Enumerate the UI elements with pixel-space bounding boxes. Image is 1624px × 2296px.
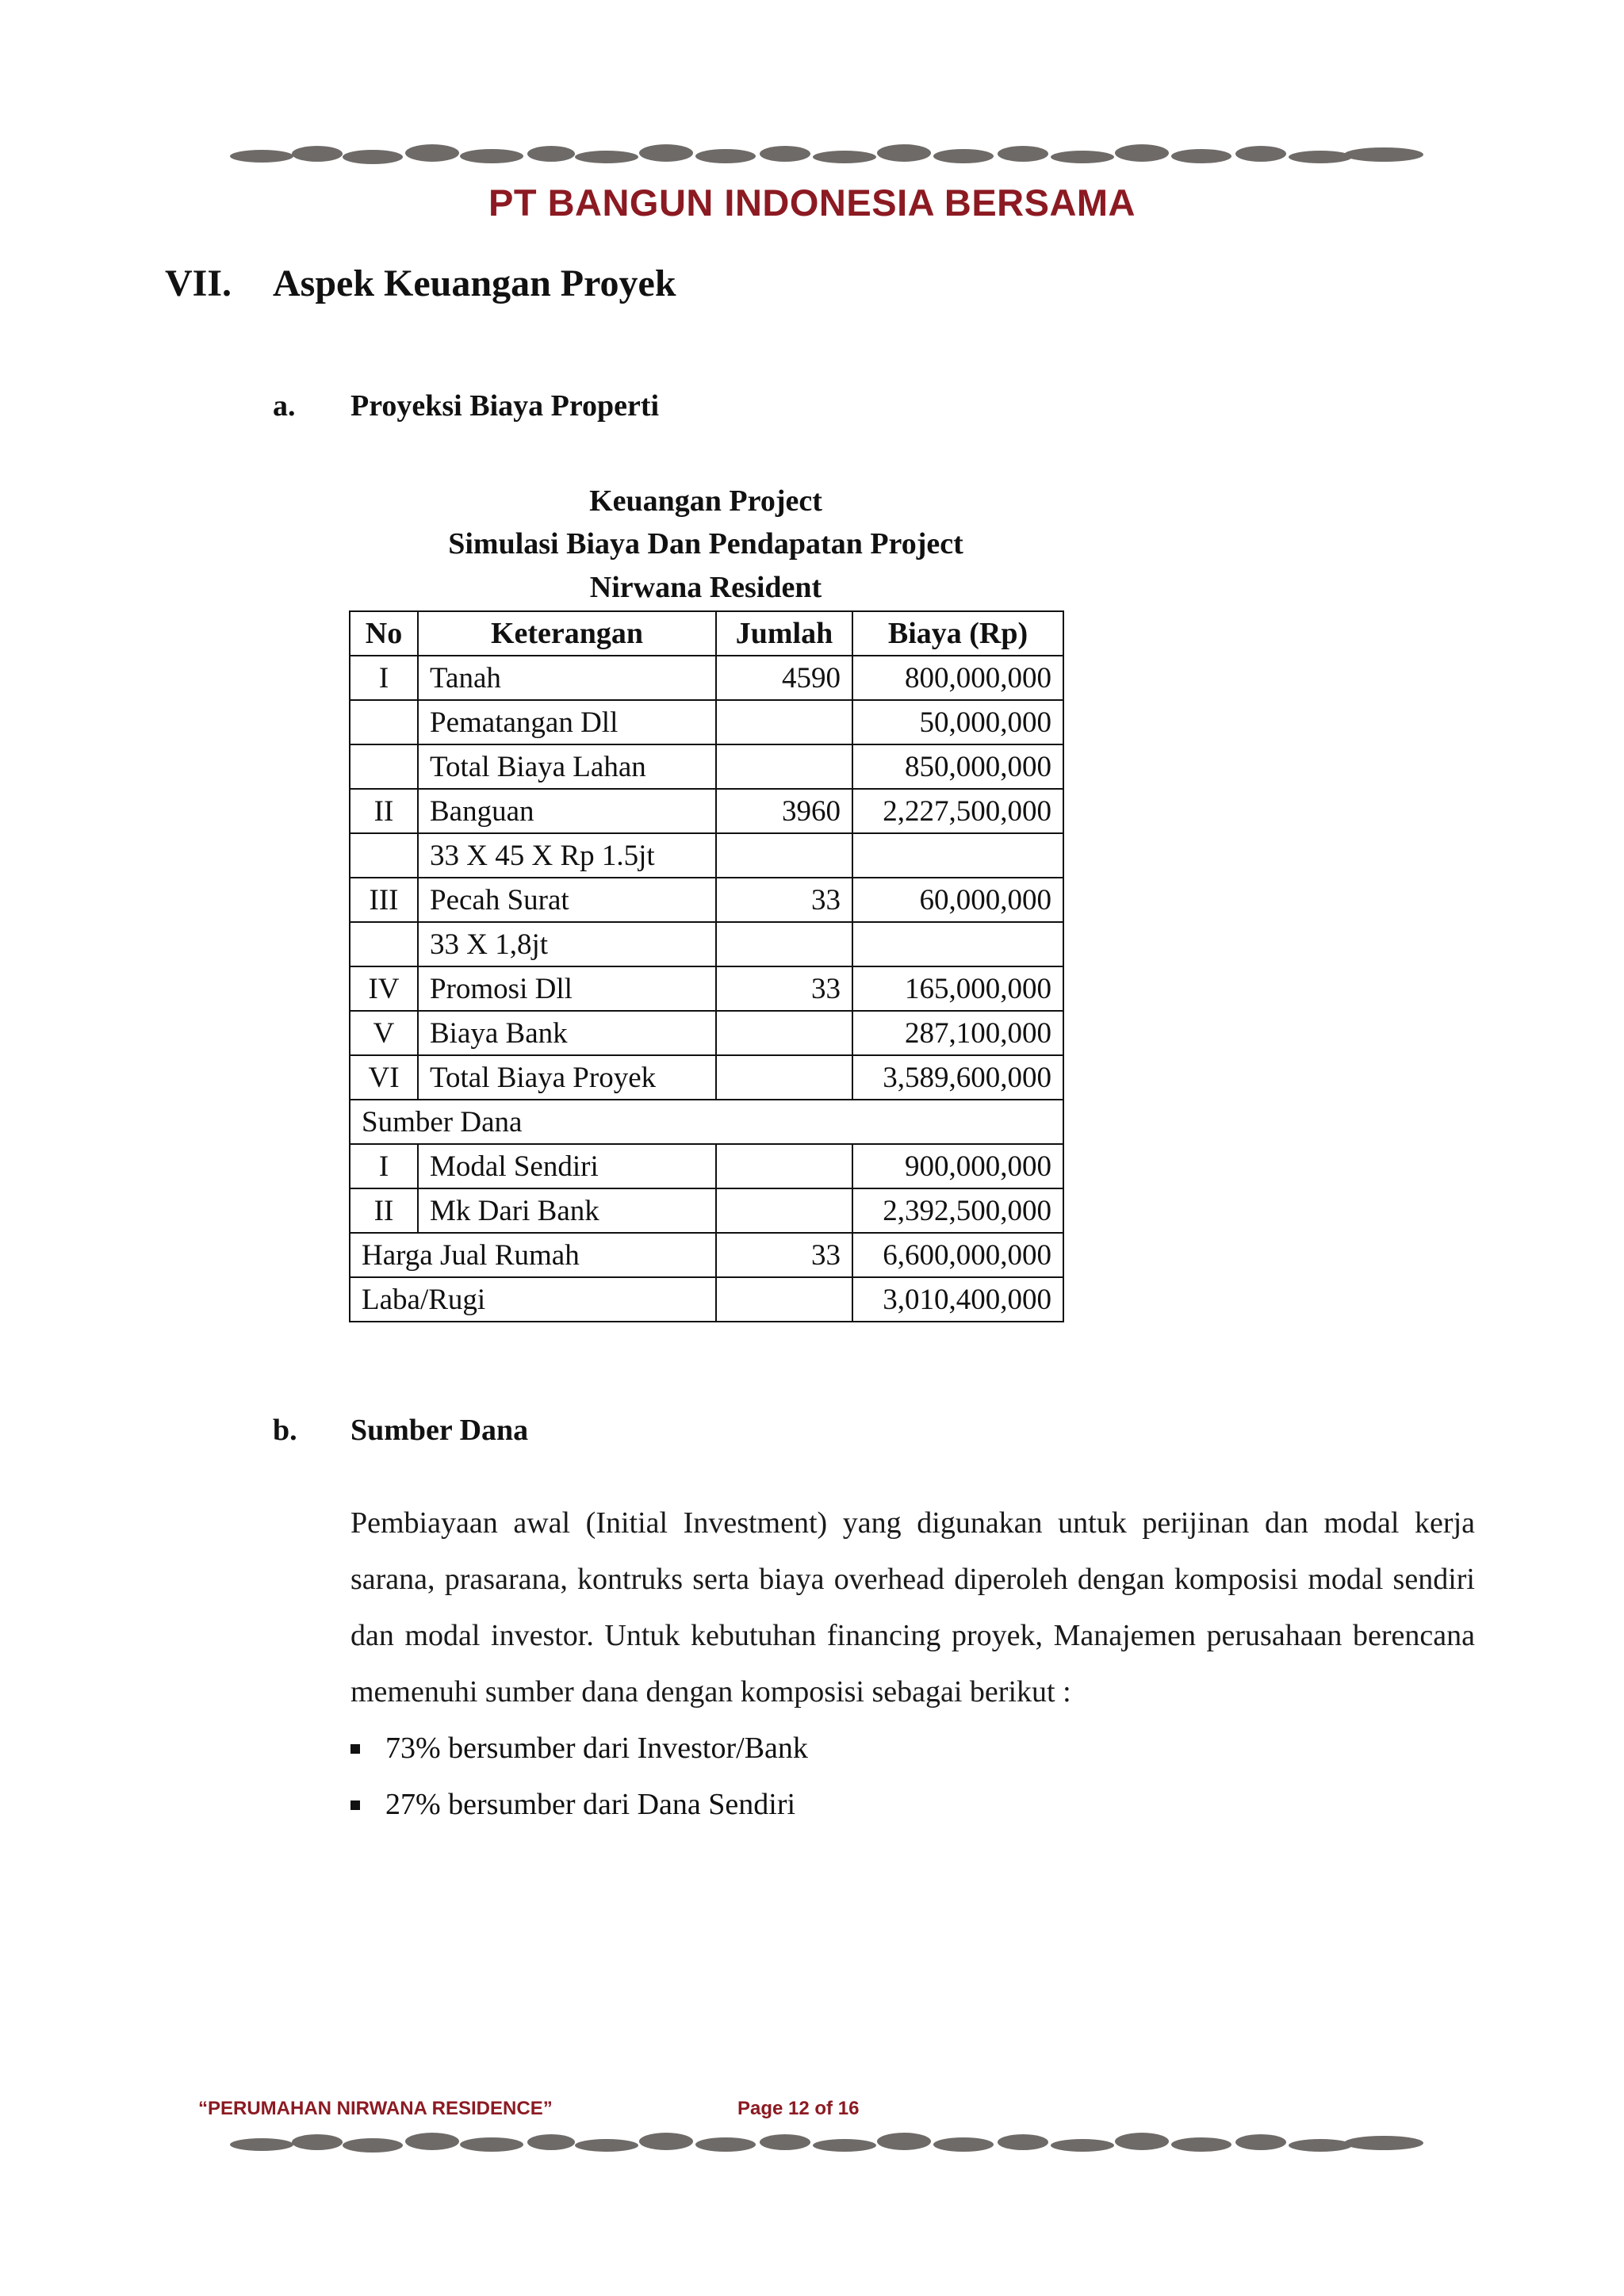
cell-biaya: 2,227,500,000 <box>852 789 1063 833</box>
laba-rugi-label: Laba/Rugi <box>350 1277 716 1322</box>
table-row <box>350 966 1063 1011</box>
cell-no: IV <box>350 966 418 1011</box>
cell-jumlah <box>716 700 852 744</box>
cell-jumlah <box>716 1055 852 1100</box>
header-biaya: Biaya (Rp) <box>852 611 1063 656</box>
harga-jual-jumlah: 33 <box>716 1233 852 1277</box>
table-row <box>350 656 1063 700</box>
cell-jumlah: 3960 <box>716 789 852 833</box>
decorative-stone-border-top <box>230 136 1427 173</box>
table-row <box>350 1011 1063 1055</box>
cell-no: II <box>350 789 418 833</box>
cell-keterangan: Promosi Dll <box>418 966 716 1011</box>
table-row <box>350 922 1063 966</box>
footer-document-title: “PERUMAHAN NIRWANA RESIDENCE” <box>198 2098 553 2119</box>
bullet-text: 73% bersumber dari Investor/Bank <box>385 1732 808 1765</box>
square-bullet-icon <box>350 1800 360 1810</box>
cell-jumlah <box>716 744 852 789</box>
cell-no: III <box>350 878 418 922</box>
cell-keterangan: Total Biaya Lahan <box>418 744 716 789</box>
table-header-row <box>350 611 1063 656</box>
header-jumlah: Jumlah <box>716 611 852 656</box>
cell-keterangan: Tanah <box>418 656 716 700</box>
cell-biaya: 60,000,000 <box>852 878 1063 922</box>
list-item <box>350 1777 808 1833</box>
laba-rugi-row <box>350 1277 1063 1322</box>
cell-jumlah: 33 <box>716 966 852 1011</box>
harga-jual-biaya: 6,600,000,000 <box>852 1233 1063 1277</box>
financial-table <box>349 610 1064 1322</box>
square-bullet-icon <box>350 1744 360 1754</box>
cell-jumlah: 33 <box>716 878 852 922</box>
cell-jumlah <box>716 833 852 878</box>
cell-biaya <box>852 922 1063 966</box>
cell-no: I <box>350 1144 418 1188</box>
cell-biaya: 2,392,500,000 <box>852 1188 1063 1233</box>
cell-no <box>350 833 418 878</box>
header-no: No <box>350 611 418 656</box>
cell-no <box>350 744 418 789</box>
section-title: Aspek Keuangan Proyek <box>273 262 676 304</box>
cell-biaya: 165,000,000 <box>852 966 1063 1011</box>
company-name-header: PT BANGUN INDONESIA BERSAMA <box>488 182 1136 224</box>
cell-keterangan: Pecah Surat <box>418 878 716 922</box>
cell-keterangan: 33 X 1,8jt <box>418 922 716 966</box>
laba-rugi-jumlah <box>716 1277 852 1322</box>
cell-keterangan: Total Biaya Proyek <box>418 1055 716 1100</box>
cell-jumlah <box>716 1188 852 1233</box>
footer-page-number: Page 12 of 16 <box>737 2098 860 2119</box>
table-row <box>350 700 1063 744</box>
table-row <box>350 1188 1063 1233</box>
bullet-list <box>350 1720 808 1833</box>
cell-no: V <box>350 1011 418 1055</box>
section-number: VII. <box>165 262 232 304</box>
harga-jual-row <box>350 1233 1063 1277</box>
cell-keterangan: 33 X 45 X Rp 1.5jt <box>418 833 716 878</box>
table-title-line-1: Keuangan Project <box>589 484 822 518</box>
cell-keterangan: Modal Sendiri <box>418 1144 716 1188</box>
cell-biaya: 3,589,600,000 <box>852 1055 1063 1100</box>
bullet-text: 27% bersumber dari Dana Sendiri <box>385 1788 796 1821</box>
subsection-a-title: Proyeksi Biaya Properti <box>350 389 660 423</box>
subsection-a-letter: a. <box>273 389 296 423</box>
cell-keterangan: Pematangan Dll <box>418 700 716 744</box>
table-row <box>350 833 1063 878</box>
table-row <box>350 1144 1063 1188</box>
cell-biaya: 287,100,000 <box>852 1011 1063 1055</box>
cell-jumlah <box>716 1011 852 1055</box>
laba-rugi-biaya: 3,010,400,000 <box>852 1277 1063 1322</box>
decorative-stone-border-bottom <box>230 2125 1427 2161</box>
cell-biaya: 800,000,000 <box>852 656 1063 700</box>
table-row <box>350 744 1063 789</box>
table-row <box>350 878 1063 922</box>
list-item <box>350 1720 808 1777</box>
cell-no: VI <box>350 1055 418 1100</box>
cell-jumlah <box>716 1144 852 1188</box>
cell-keterangan: Mk Dari Bank <box>418 1188 716 1233</box>
table-title-line-2: Simulasi Biaya Dan Pendapatan Project <box>448 527 963 561</box>
cell-no <box>350 700 418 744</box>
cell-biaya: 900,000,000 <box>852 1144 1063 1188</box>
cell-no: II <box>350 1188 418 1233</box>
cell-no: I <box>350 656 418 700</box>
subsection-b-title: Sumber Dana <box>350 1414 529 1447</box>
header-keterangan: Keterangan <box>418 611 716 656</box>
cell-jumlah <box>716 922 852 966</box>
sumber-dana-row <box>350 1100 1063 1144</box>
table-row <box>350 789 1063 833</box>
cell-biaya: 850,000,000 <box>852 744 1063 789</box>
cell-no <box>350 922 418 966</box>
cell-biaya <box>852 833 1063 878</box>
cell-jumlah: 4590 <box>716 656 852 700</box>
cell-biaya: 50,000,000 <box>852 700 1063 744</box>
cell-keterangan: Biaya Bank <box>418 1011 716 1055</box>
subsection-b-letter: b. <box>273 1414 297 1447</box>
sumber-dana-label: Sumber Dana <box>350 1100 1063 1144</box>
sumber-dana-paragraph: Pembiayaan awal (Initial Investment) yang digunakan untuk perijinan dan modal kerja sarana, prasarana, kontruks serta biaya overhead diperoleh dengan komposisi modal sendiri dan modal investor. Untuk kebutuhan financing proyek, Manajemen perusahaan berencana memenuhi sumber dana dengan komposisi sebagai berikut : <box>350 1506 1475 1709</box>
table-row <box>350 1055 1063 1100</box>
table-title-line-3: Nirwana Resident <box>589 571 822 604</box>
cell-keterangan: Banguan <box>418 789 716 833</box>
harga-jual-label: Harga Jual Rumah <box>350 1233 716 1277</box>
